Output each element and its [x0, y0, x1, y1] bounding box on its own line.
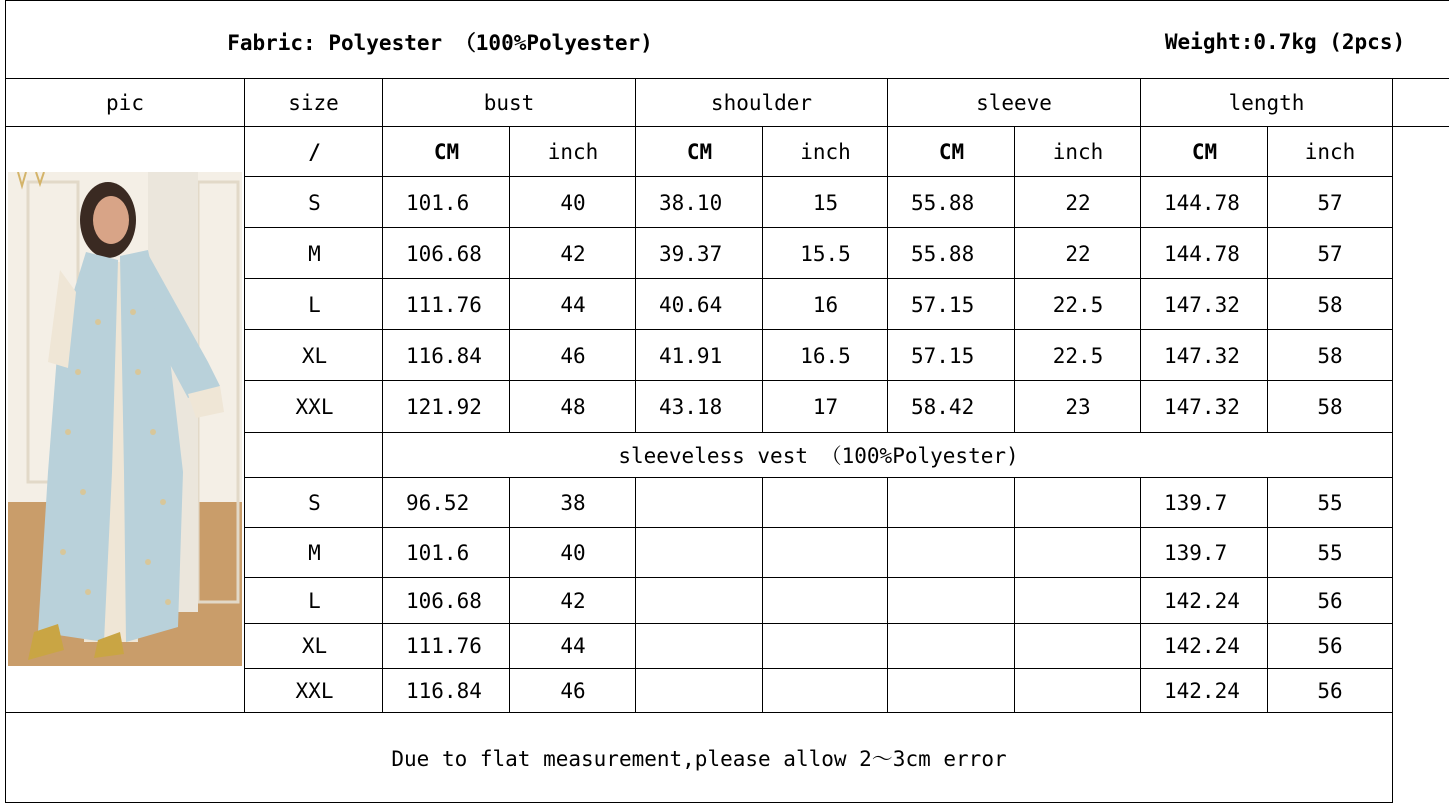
- main-row-s-shoulder-inch: 15: [812, 190, 839, 215]
- main-row-s-length-inch: 57: [1317, 190, 1343, 215]
- vest-row-m-length-inch: 55: [1317, 540, 1343, 565]
- main-row-xl-bust-inch: 46: [560, 343, 586, 368]
- h-rule: [244, 278, 1392, 279]
- vest-row-s-shoulder-inch: [763, 478, 888, 527]
- main-row-xl-length-inch: 58: [1317, 343, 1343, 368]
- main-row-s-length-cm: 144.78: [1164, 190, 1240, 215]
- v-rule: [1140, 477, 1141, 712]
- vest-row-xxl-length-inch: 56: [1317, 679, 1343, 703]
- vest-row-xxl-shoulder-inch: [763, 669, 888, 713]
- photo-bottom-rule: [5, 712, 244, 713]
- main-row-l-length-cm: 147.32: [1164, 292, 1240, 317]
- vest-row-xl-shoulder-inch: [763, 624, 888, 668]
- v-rule: [635, 477, 636, 712]
- unit-header-shoulder-inch: inch: [800, 140, 851, 164]
- vest-row-s-bust-cm: 96.52: [406, 490, 470, 515]
- v-rule: [382, 78, 383, 712]
- unit-header-length-inch: inch: [1304, 140, 1356, 164]
- vest-row-l-bust-inch: 42: [560, 588, 586, 613]
- main-row-m-length-inch: 57: [1317, 241, 1343, 266]
- col-header-size: size: [288, 91, 339, 115]
- main-row-s-size: S: [308, 190, 321, 215]
- vest-row-l-bust-cm: 106.68: [406, 588, 482, 613]
- main-row-xxl-bust-inch: 48: [560, 394, 586, 419]
- main-row-m-bust-cm: 106.68: [406, 241, 482, 266]
- v-rule: [244, 78, 245, 712]
- v-rule: [1267, 126, 1268, 433]
- vest-row-xxl-size: XXL: [295, 679, 334, 703]
- main-row-s-bust-cm: 101.6: [406, 190, 470, 215]
- h-rule: [244, 176, 1392, 177]
- vest-row-s-shoulder-cm: [637, 478, 762, 527]
- h-rule: [244, 668, 1392, 669]
- vest-row-m-bust-inch: 40: [560, 540, 586, 565]
- vest-row-l-shoulder-cm: [637, 578, 762, 623]
- vest-row-l-length-cm: 142.24: [1164, 588, 1240, 613]
- v-rule: [887, 78, 888, 433]
- vest-row-xxl-length-cm: 142.24: [1164, 679, 1240, 703]
- main-row-s-sleeve-inch: 22: [1065, 190, 1091, 215]
- vest-row-xxl-shoulder-cm: [637, 669, 762, 713]
- v-rule: [635, 78, 636, 433]
- vest-row-m-sleeve-inch: [1015, 528, 1141, 577]
- main-row-s-shoulder-cm: 38.10: [659, 190, 723, 215]
- h-rule: [244, 380, 1392, 381]
- unit-header-length-cm: CM: [1191, 140, 1218, 164]
- unit-header-shoulder-cm: CM: [686, 140, 713, 164]
- main-row-l-bust-inch: 44: [560, 292, 586, 317]
- h-rule: [244, 432, 1392, 433]
- vest-row-m-length-cm: 139.7: [1164, 540, 1228, 565]
- main-row-s-sleeve-cm: 55.88: [911, 190, 975, 215]
- model-wearing-abaya-image: [8, 172, 242, 666]
- main-row-m-bust-inch: 42: [560, 241, 586, 266]
- main-row-m-size: M: [308, 241, 321, 266]
- main-row-xxl-sleeve-inch: 23: [1065, 394, 1091, 419]
- main-row-l-sleeve-inch: 22.5: [1052, 292, 1104, 317]
- vest-row-m-shoulder-cm: [637, 528, 762, 577]
- col-header-shoulder: shoulder: [710, 91, 813, 115]
- top-border: [5, 0, 1449, 1]
- vest-row-s-length-cm: 139.7: [1164, 490, 1228, 515]
- header-divider: [5, 78, 1449, 79]
- unit-header-size: /: [308, 140, 321, 164]
- main-row-xxl-length-cm: 147.32: [1164, 394, 1240, 419]
- column-header-divider: [5, 126, 1449, 127]
- main-row-l-length-inch: 58: [1317, 292, 1343, 317]
- vest-row-xl-sleeve-cm: [889, 624, 1014, 668]
- v-rule: [1140, 78, 1141, 433]
- main-row-m-sleeve-inch: 22: [1065, 241, 1091, 266]
- col-header-length: length: [1228, 91, 1305, 115]
- vest-row-m-sleeve-cm: [889, 528, 1014, 577]
- unit-header-sleeve-inch: inch: [1052, 140, 1104, 164]
- main-row-xxl-shoulder-cm: 43.18: [659, 394, 723, 419]
- h-rule: [244, 227, 1392, 228]
- unit-header-bust-cm: CM: [433, 140, 460, 164]
- vest-row-s-size: S: [308, 490, 321, 515]
- bottom-border: [5, 802, 1392, 803]
- vest-row-xl-size: XL: [301, 634, 328, 658]
- main-row-l-shoulder-cm: 40.64: [659, 292, 723, 317]
- main-row-xxl-sleeve-cm: 58.42: [911, 394, 975, 419]
- h-rule: [244, 329, 1392, 330]
- v-rule: [1014, 126, 1015, 433]
- v-rule: [1267, 477, 1268, 712]
- main-row-xl-sleeve-cm: 57.15: [911, 343, 975, 368]
- vest-row-s-sleeve-cm: [889, 478, 1014, 527]
- v-rule: [509, 477, 510, 712]
- vest-row-xl-sleeve-inch: [1015, 624, 1141, 668]
- main-row-xl-bust-cm: 116.84: [406, 343, 482, 368]
- h-rule: [244, 577, 1392, 578]
- col-header-sleeve: sleeve: [976, 91, 1052, 115]
- vest-row-l-length-inch: 56: [1317, 588, 1343, 613]
- main-row-m-sleeve-cm: 55.88: [911, 241, 975, 266]
- vest-section-title: sleeveless vest （100%Polyester): [618, 444, 1019, 468]
- main-row-xl-sleeve-inch: 22.5: [1052, 343, 1104, 368]
- vest-row-l-sleeve-inch: [1015, 578, 1141, 623]
- main-row-xxl-size: XXL: [295, 394, 334, 419]
- h-rule: [244, 527, 1392, 528]
- main-row-l-bust-cm: 111.76: [406, 292, 482, 317]
- v-rule: [762, 126, 763, 433]
- vest-row-xxl-sleeve-inch: [1015, 669, 1141, 713]
- vest-row-l-sleeve-cm: [889, 578, 1014, 623]
- main-row-xxl-bust-cm: 121.92: [406, 394, 482, 419]
- v-rule: [762, 477, 763, 712]
- h-rule: [244, 477, 1392, 478]
- vest-row-xxl-bust-inch: 46: [560, 679, 586, 703]
- weight-label: Weight:0.7kg (2pcs): [1164, 30, 1406, 54]
- main-row-s-bust-inch: 40: [560, 190, 586, 215]
- main-row-xl-size: XL: [301, 343, 328, 368]
- vest-row-s-bust-inch: 38: [560, 490, 586, 515]
- vest-row-xl-bust-cm: 111.76: [406, 634, 482, 658]
- fabric-label: Fabric: Polyester （100%Polyester): [227, 31, 653, 55]
- vest-row-xl-length-inch: 56: [1317, 634, 1343, 658]
- h-rule: [244, 623, 1392, 624]
- main-row-l-shoulder-inch: 16: [812, 292, 839, 317]
- left-border: [5, 0, 6, 803]
- v-rule: [509, 126, 510, 433]
- measurement-note: Due to flat measurement,please allow 2～3cm error: [391, 747, 1007, 771]
- right-column-border: [1392, 78, 1393, 803]
- vest-row-xxl-bust-cm: 116.84: [406, 679, 482, 703]
- vest-row-l-shoulder-inch: [763, 578, 888, 623]
- v-rule: [1014, 477, 1015, 712]
- vest-row-s-length-inch: 55: [1317, 490, 1343, 515]
- vest-row-xl-length-cm: 142.24: [1164, 634, 1240, 658]
- vest-row-m-shoulder-inch: [763, 528, 888, 577]
- main-row-m-shoulder-inch: 15.5: [800, 241, 851, 266]
- vest-row-l-size: L: [308, 588, 321, 613]
- main-row-xxl-length-inch: 58: [1317, 394, 1343, 419]
- col-header-bust: bust: [483, 91, 535, 115]
- unit-header-sleeve-cm: CM: [938, 140, 965, 164]
- unit-header-bust-inch: inch: [547, 140, 599, 164]
- vest-row-s-sleeve-inch: [1015, 478, 1141, 527]
- v-rule: [887, 477, 888, 712]
- col-header-pic: pic: [106, 91, 144, 115]
- main-row-xl-shoulder-inch: 16.5: [800, 343, 851, 368]
- h-rule: [244, 712, 1392, 713]
- vest-row-xl-shoulder-cm: [637, 624, 762, 668]
- vest-row-m-size: M: [308, 540, 321, 565]
- main-row-xl-length-cm: 147.32: [1164, 343, 1240, 368]
- product-photo: [8, 172, 242, 666]
- main-row-l-sleeve-cm: 57.15: [911, 292, 975, 317]
- main-row-l-size: L: [308, 292, 321, 317]
- vest-row-xl-bust-inch: 44: [560, 634, 586, 658]
- vest-row-m-bust-cm: 101.6: [406, 540, 470, 565]
- main-row-xxl-shoulder-inch: 17: [812, 394, 839, 419]
- main-row-m-length-cm: 144.78: [1164, 241, 1240, 266]
- main-row-xl-shoulder-cm: 41.91: [659, 343, 723, 368]
- vest-row-xxl-sleeve-cm: [889, 669, 1014, 713]
- main-row-m-shoulder-cm: 39.37: [659, 241, 723, 266]
